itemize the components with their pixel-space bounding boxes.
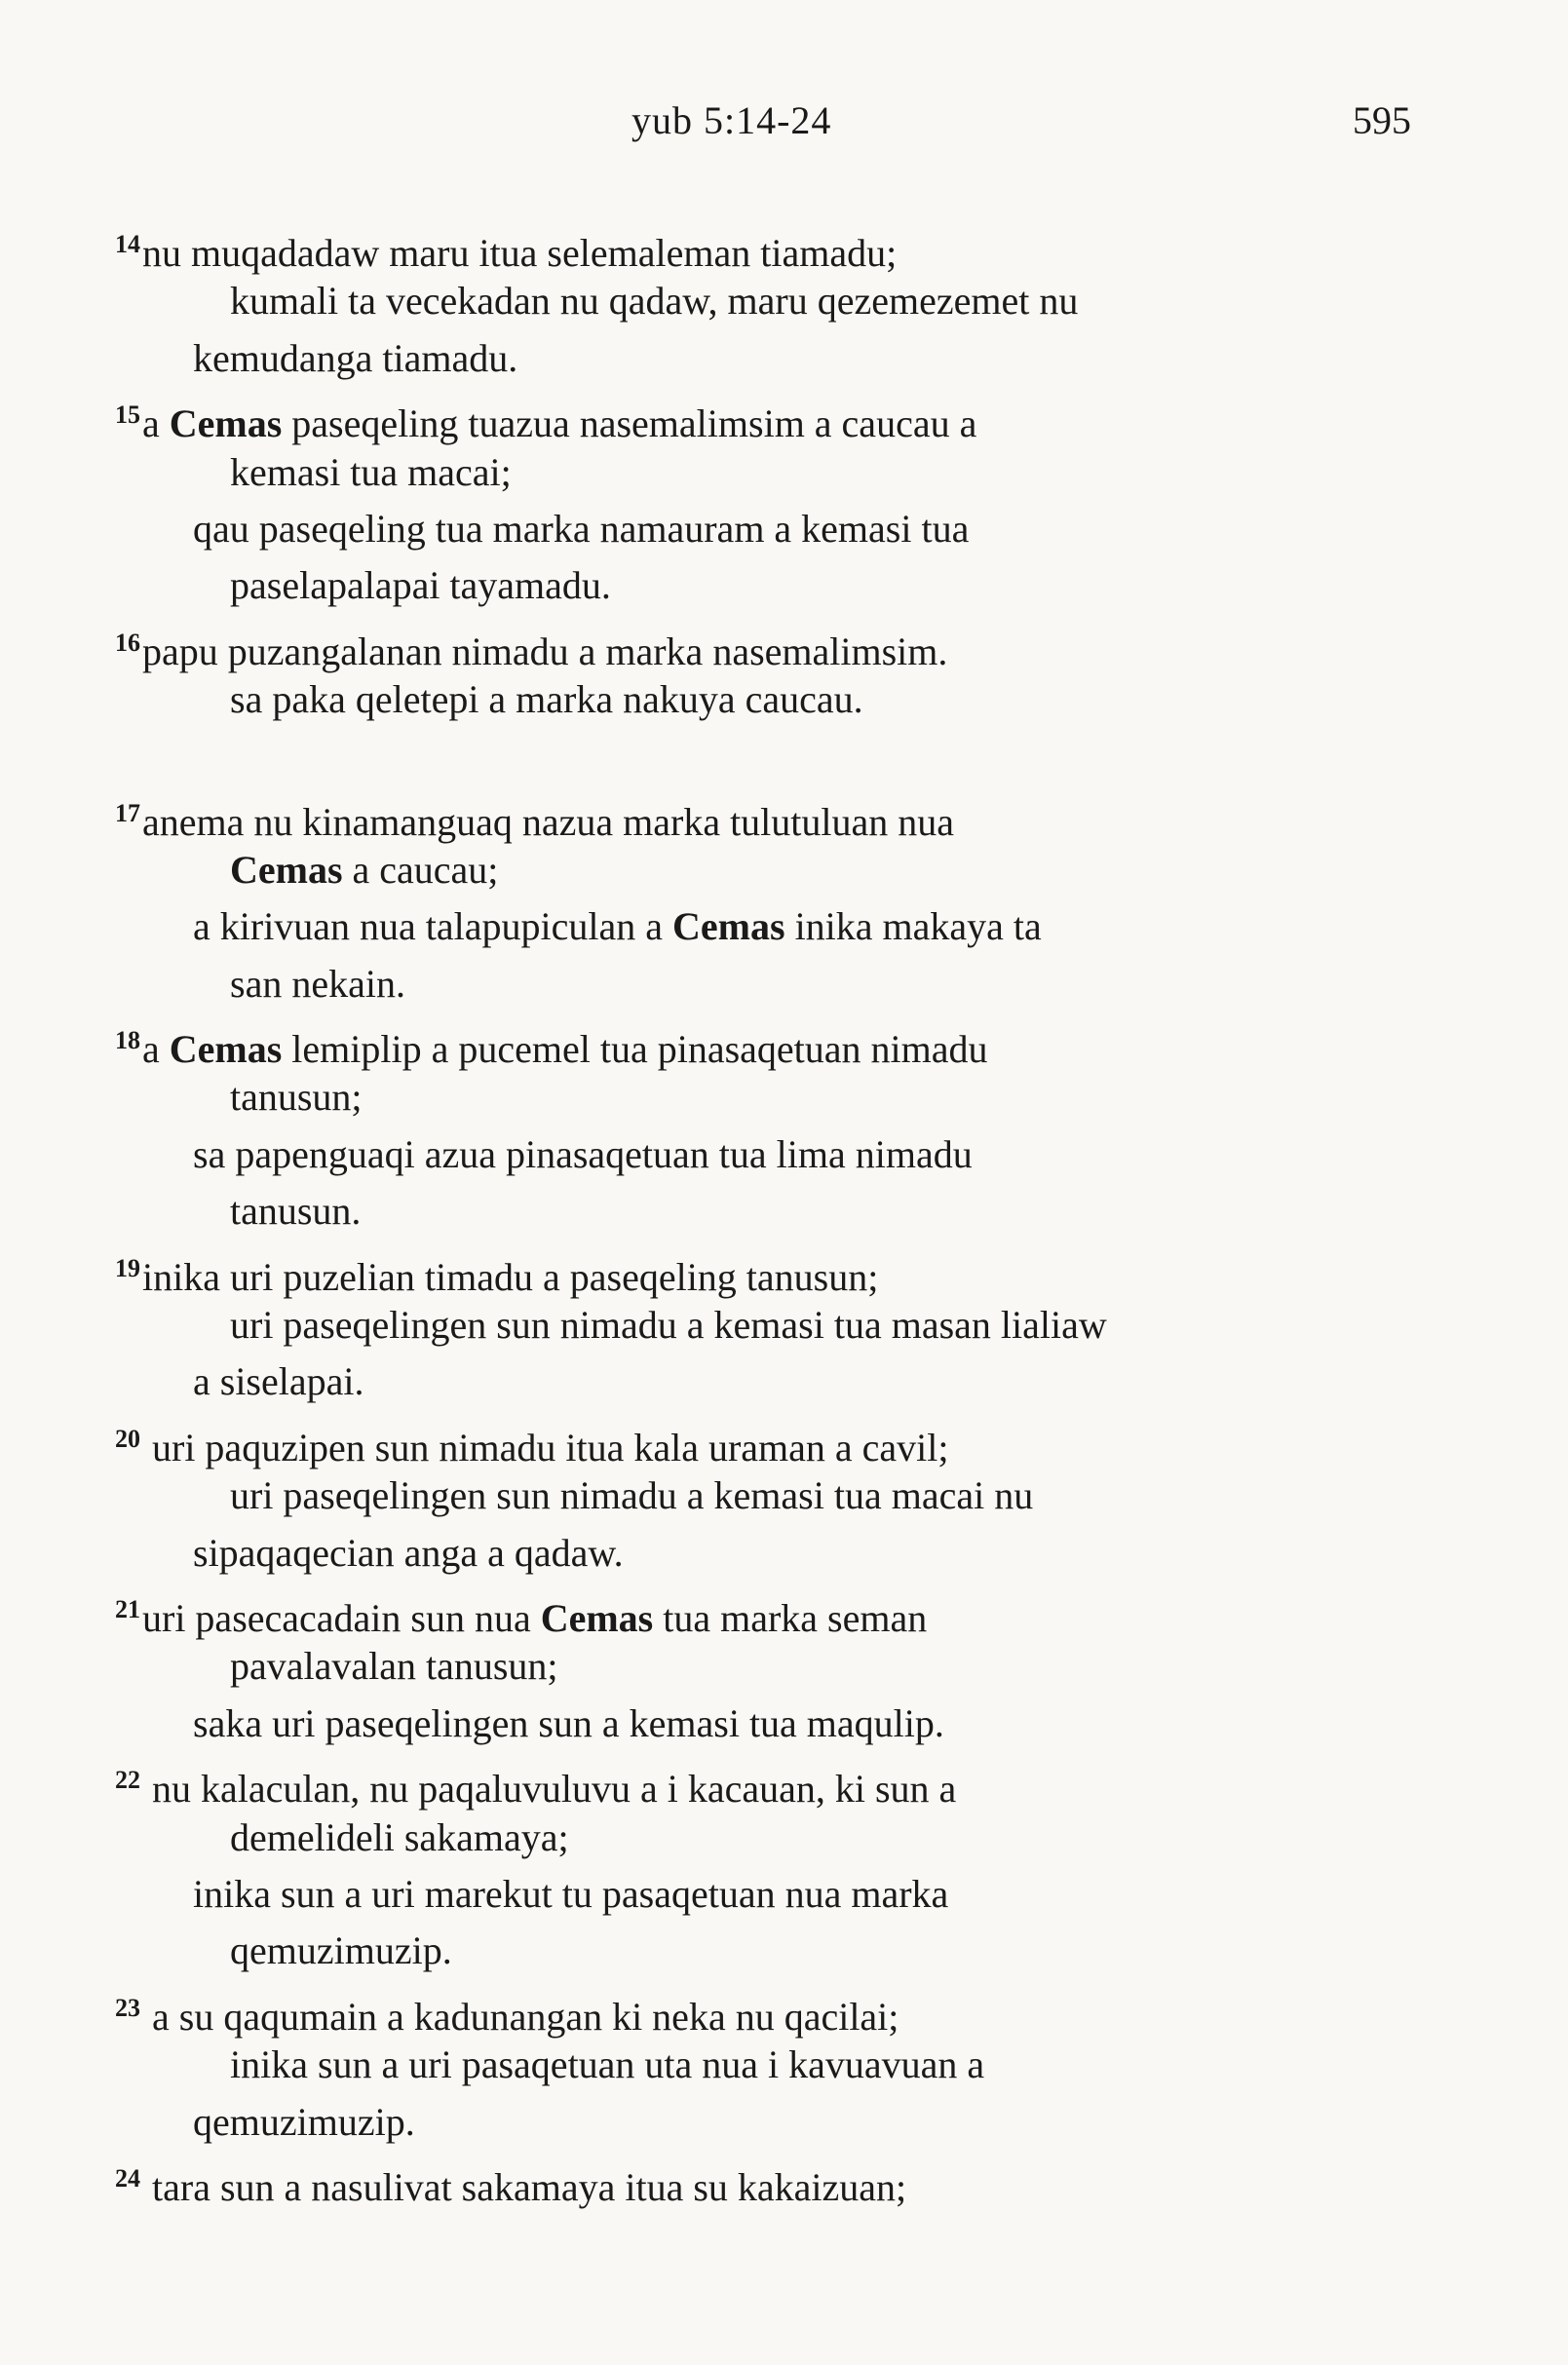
verse-first-line — [115, 1240, 1440, 1297]
verse-line — [115, 671, 1440, 728]
verse-first-line — [115, 1752, 1440, 1812]
verse-number: 24 — [115, 2163, 140, 2193]
verse-line — [115, 1525, 1440, 1582]
verse-line — [115, 330, 1440, 387]
verse-text-segment: kemasi tua macai; — [230, 449, 512, 494]
verse-first-line — [115, 1980, 1440, 2037]
verse-line — [115, 1297, 1440, 1354]
verse-text-segment: uri paseqelingen sun nimadu a kemasi tua masan lialiaw — [230, 1303, 1107, 1348]
verse-text-segment: kemudanga tiamadu. — [193, 335, 518, 380]
verse-text-segment: uri pasecacadain sun nua — [142, 1595, 541, 1640]
verse-text-segment: sa paka qeletepi a marka nakuya caucau. — [230, 677, 863, 722]
divine-name: Cemas — [540, 1595, 654, 1640]
verse-first-line — [115, 387, 1440, 446]
verse-text-segment: uri paquzipen sun nimadu itua kala uraman a cavil; — [142, 1425, 949, 1469]
verse-text-segment: papu puzangalanan nimadu a marka nasemalimsim. — [142, 629, 948, 673]
verse-text-segment: anema nu kinamanguaq nazua marka tulutuluan nua — [142, 799, 955, 844]
verse-line — [115, 501, 1440, 557]
verse-text-segment: inika makaya ta — [784, 904, 1042, 949]
verse-text-segment: nu kalaculan, nu paqaluvuluvu a i kacauan, ki sun a — [142, 1767, 957, 1812]
verse-text-segment: qau paseqeling tua marka namauram a kemasi tua — [193, 506, 970, 551]
verse-text-segment: saka uri paseqelingen sun a kemasi tua maqulip. — [193, 1700, 944, 1745]
verse-text-segment: nu muqadadaw maru itua selemaleman tiamadu; — [142, 231, 898, 275]
stanza-gap — [115, 729, 1440, 785]
verse-text-segment: inika sun a uri marekut tu pasaqetuan nua marka — [193, 1871, 949, 1916]
verse-text-segment: inika sun a uri pasaqetuan uta nua i kavuavuan a — [230, 2042, 985, 2087]
verse-first-line — [115, 785, 1440, 842]
verse-first-line — [115, 1582, 1440, 1638]
verse-text-segment: tua marka seman — [653, 1595, 928, 1640]
verse-text-segment: paseqeling tuazua nasemalimsim a caucau a — [282, 401, 977, 446]
verse-text — [115, 216, 1440, 2207]
verse-text-segment: pavalavalan tanusun; — [230, 1644, 558, 1689]
verse — [115, 2151, 1440, 2207]
verse-line — [115, 1354, 1440, 1410]
verse-line — [115, 1126, 1440, 1183]
verse-line — [115, 1069, 1440, 1125]
verse-text-segment: tanusun. — [230, 1189, 362, 1234]
verse-text-segment: demelideli sakamaya; — [230, 1814, 569, 1859]
verse-text-segment: a — [142, 1027, 170, 1072]
verse-text-segment: san nekain. — [230, 961, 405, 1006]
verse-text-segment: a siselapai. — [193, 1359, 364, 1404]
verse-text-segment: qemuzimuzip. — [230, 1928, 452, 1973]
verse — [115, 216, 1440, 387]
verse-first-line — [115, 1012, 1440, 1072]
verse-line — [115, 2037, 1440, 2093]
divine-name: Cemas — [230, 847, 343, 892]
page-header — [0, 97, 1568, 156]
verse-first-line — [115, 216, 1440, 273]
verse-line — [115, 842, 1440, 898]
verse-text-segment: lemiplip a pucemel tua pinasaqetuan nimadu — [282, 1027, 988, 1072]
verse-line — [115, 1923, 1440, 1979]
verse-text-segment: qemuzimuzip. — [193, 2099, 415, 2144]
verse-number: 20 — [115, 1424, 140, 1453]
verse-text-segment: tanusun; — [230, 1075, 363, 1120]
verse — [115, 1582, 1440, 1752]
verse — [115, 387, 1440, 615]
verse-text-segment: sa papenguaqi azua pinasaqetuan tua lima nimadu — [193, 1131, 973, 1176]
verse-text-segment: a caucau; — [342, 847, 499, 892]
verse-text-segment: a — [142, 401, 170, 446]
verse-number: 18 — [115, 1026, 140, 1055]
page-number: 595 — [1353, 98, 1411, 142]
verse-number: 14 — [115, 230, 140, 258]
verse-number: 15 — [115, 401, 140, 430]
verse-text-segment: kumali ta vecekadan nu qadaw, maru qezemezemet nu — [230, 279, 1079, 324]
verse-text-segment: paselapalapai tayamadu. — [230, 563, 611, 608]
verse-line — [115, 444, 1440, 501]
verse-number: 19 — [115, 1253, 140, 1282]
verse — [115, 1411, 1440, 1582]
verse-first-line — [115, 615, 1440, 671]
divine-name: Cemas — [169, 1027, 283, 1072]
verse-number: 22 — [115, 1766, 140, 1795]
verse-first-line — [115, 1411, 1440, 1468]
divine-name: Cemas — [672, 904, 785, 949]
verse-line — [115, 273, 1440, 329]
verse-number: 23 — [115, 1993, 140, 2022]
verse-line — [115, 1468, 1440, 1524]
verse-text-segment: sipaqaqecian anga a qadaw. — [193, 1530, 624, 1575]
verse — [115, 1012, 1440, 1240]
verse-line — [115, 1183, 1440, 1240]
verse-line — [115, 1866, 1440, 1923]
verse-line — [115, 557, 1440, 614]
verse-line — [115, 1638, 1440, 1695]
verse-line — [115, 956, 1440, 1012]
verse — [115, 1240, 1440, 1411]
verse — [115, 785, 1440, 1013]
verse-text-segment: inika uri puzelian timadu a paseqeling tanusun; — [142, 1254, 879, 1299]
verse-first-line — [115, 2151, 1440, 2207]
verse-number: 21 — [115, 1594, 140, 1623]
verse — [115, 1752, 1440, 1980]
verse-text-segment: uri paseqelingen sun nimadu a kemasi tua macai nu — [230, 1473, 1034, 1518]
verse-line — [115, 898, 1440, 955]
verse — [115, 1980, 1440, 2151]
verse-number: 16 — [115, 628, 140, 657]
divine-name: Cemas — [169, 401, 283, 446]
verse-number: 17 — [115, 798, 140, 827]
verse-line — [115, 1696, 1440, 1752]
verse-text-segment: a kirivuan nua talapupiculan a — [193, 904, 673, 949]
running-head: yub 5:14-24 — [631, 98, 832, 142]
verse-line — [115, 1810, 1440, 1866]
verse — [115, 615, 1440, 729]
verse-line — [115, 2094, 1440, 2151]
verse-text-segment: tara sun a nasulivat sakamaya itua su kakaizuan; — [142, 2164, 907, 2209]
verse-text-segment: a su qaqumain a kadunangan ki neka nu qacilai; — [142, 1994, 899, 2039]
